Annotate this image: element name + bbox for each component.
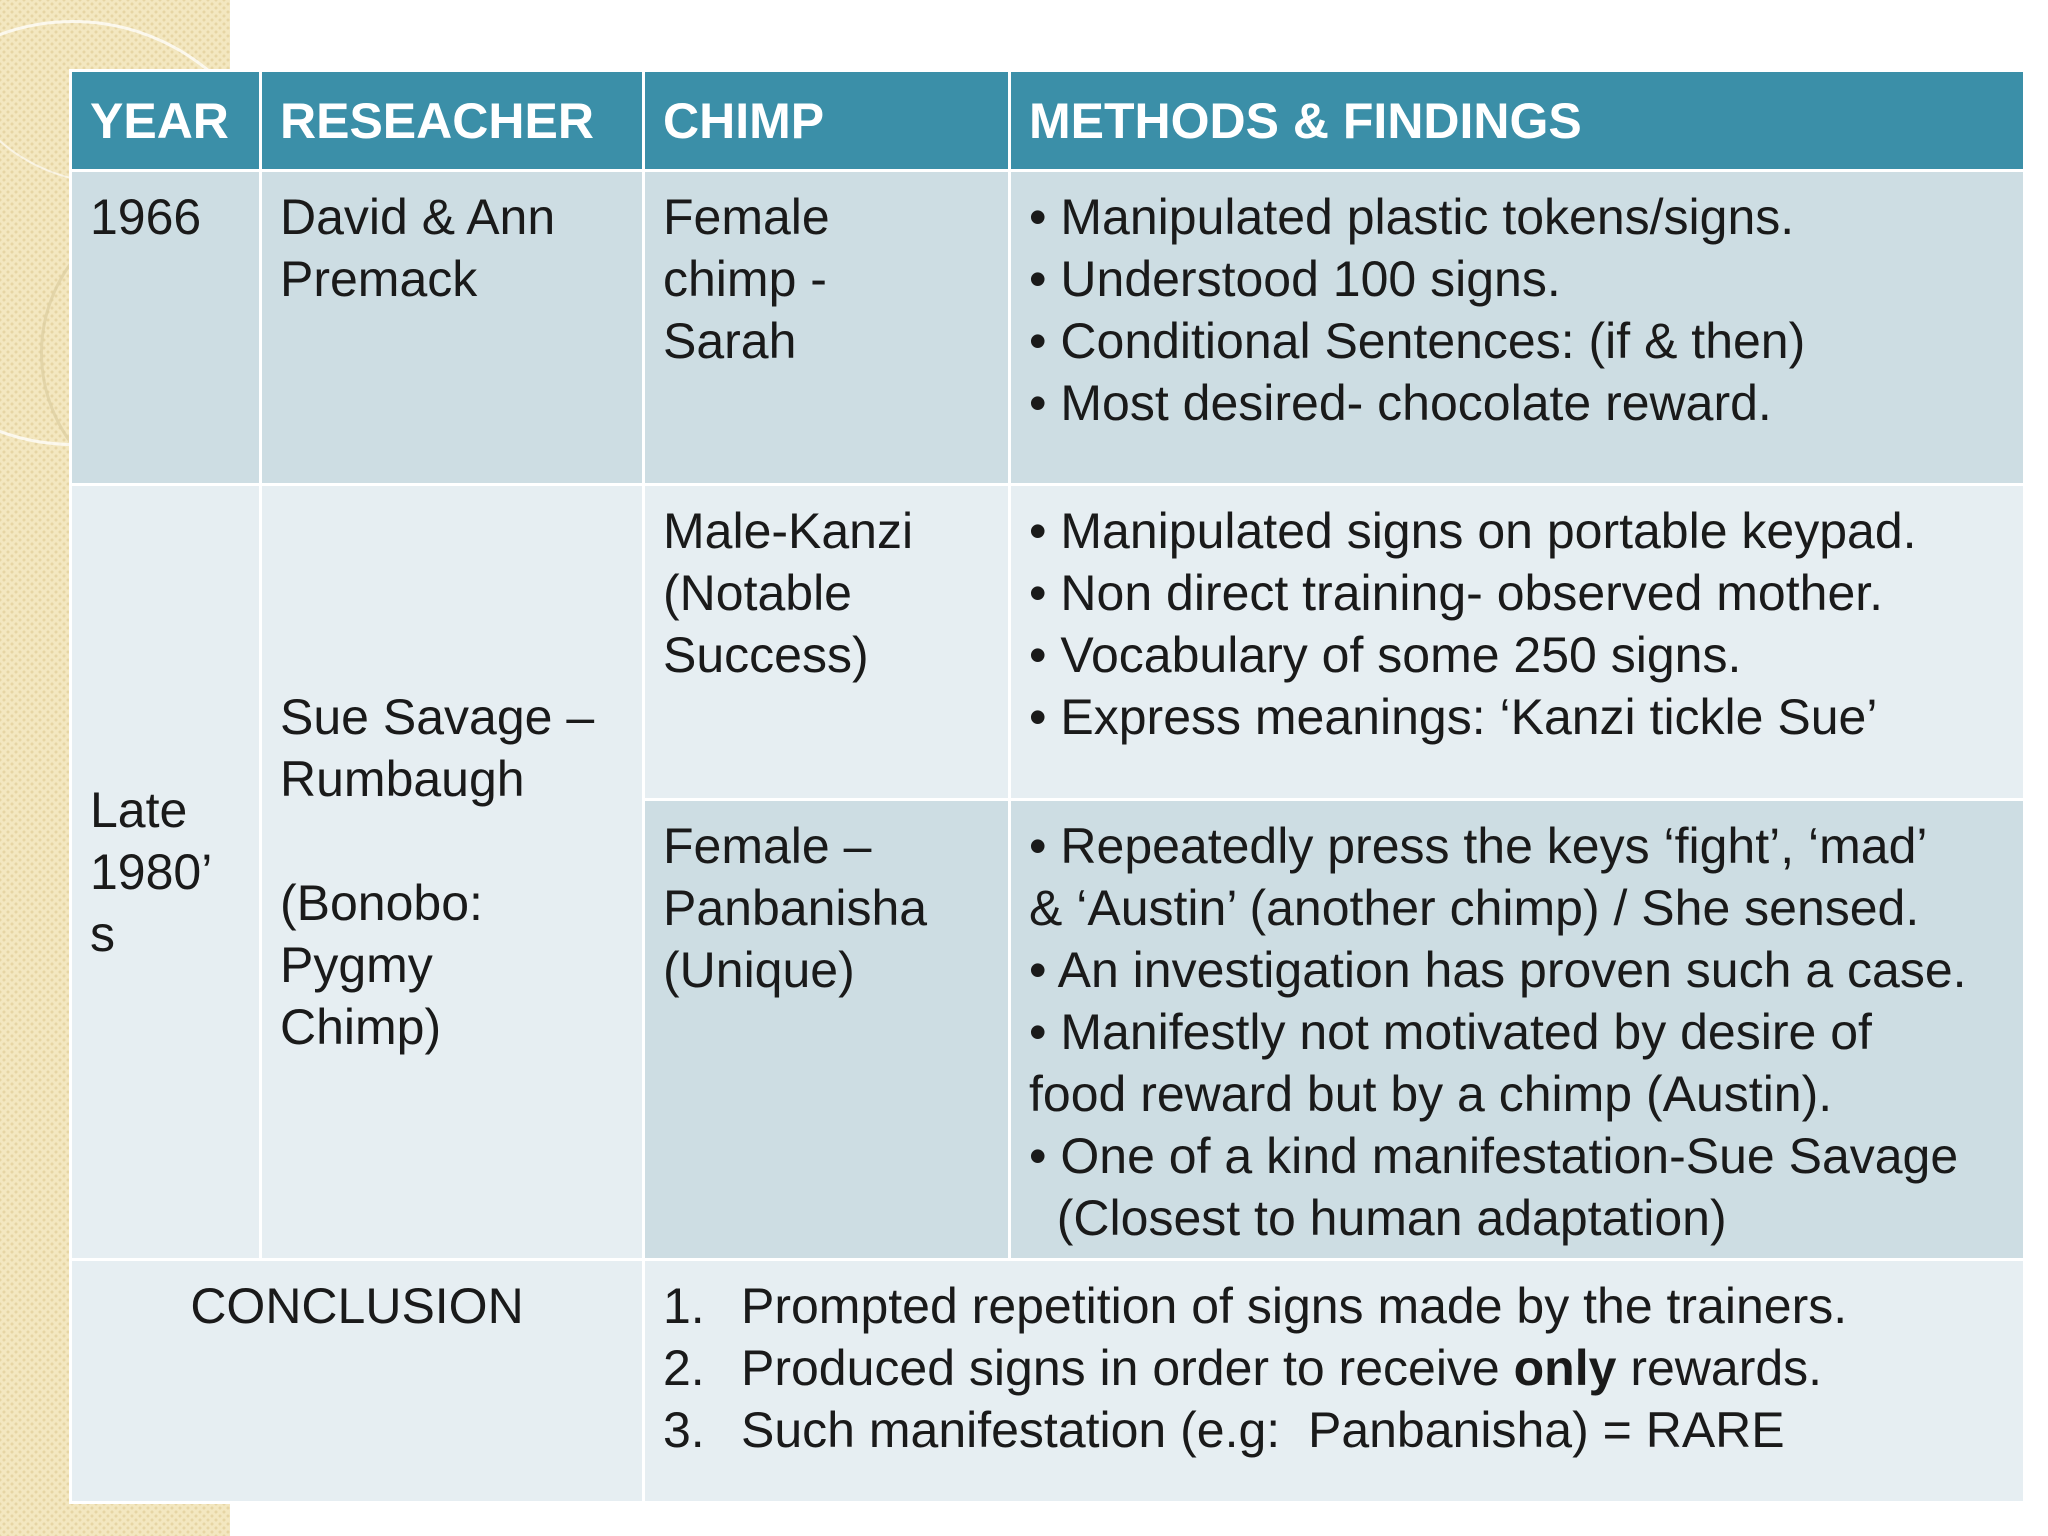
finding-item: • An investigation has proven such a case. — [1029, 942, 1967, 998]
conclusion-label: CONCLUSION — [190, 1278, 524, 1334]
finding-item: (Closest to human adaptation) — [1029, 1190, 1727, 1246]
chimp-line: Female — [663, 189, 830, 245]
header-researcher: RESEACHER — [261, 71, 644, 171]
findings-list — [1029, 815, 2005, 1249]
conclusion-text-pre: Produced signs in order to receive — [741, 1340, 1514, 1396]
year-line: 1980’ — [90, 844, 213, 900]
table-row-kanzi — [71, 485, 2025, 800]
table-row-conclusion — [71, 1260, 2025, 1503]
finding-item: • Manipulated plastic tokens/signs. — [1029, 189, 1795, 245]
chimp-cell — [644, 171, 1010, 485]
conclusion-label-cell — [71, 1260, 644, 1503]
conclusion-text — [741, 1337, 1822, 1399]
year-line: Late — [90, 782, 188, 838]
chimp-line: (Unique) — [663, 942, 855, 998]
chimp-line: chimp - — [663, 251, 827, 307]
conclusion-number: 1. — [663, 1278, 705, 1334]
finding-item: • Express meanings: ‘Kanzi tickle Sue’ — [1029, 689, 1878, 745]
researcher-line: Pygmy — [280, 937, 433, 993]
year-line: s — [90, 906, 115, 962]
findings-list — [1029, 500, 2005, 748]
findings-cell — [1010, 800, 2025, 1260]
conclusion-list — [663, 1261, 2005, 1461]
chimp-line: (Notable — [663, 565, 852, 621]
chimp-line: Male-Kanzi — [663, 503, 914, 559]
year-cell — [71, 171, 261, 485]
conclusion-emphasis: only — [1513, 1340, 1617, 1396]
finding-item: • Manipulated signs on portable keypad. — [1029, 503, 1917, 559]
findings-cell — [1010, 485, 2025, 800]
header-methods-findings: METHODS & FINDINGS — [1010, 71, 2025, 171]
finding-item: • Repeatedly press the keys ‘fight’, ‘mad’ — [1029, 818, 1928, 874]
researcher-line: (Bonobo: — [280, 875, 483, 931]
year-cell — [71, 485, 261, 1260]
header-chimp: CHIMP — [644, 71, 1010, 171]
conclusion-item — [663, 1275, 2005, 1337]
findings-list — [1029, 186, 2005, 434]
chimp-cell — [644, 800, 1010, 1260]
chimp-line: Panbanisha — [663, 880, 928, 936]
year-text: 1966 — [90, 189, 202, 245]
finding-item: • Vocabulary of some 250 signs. — [1029, 627, 1742, 683]
researcher-text: David & Ann Premack — [280, 189, 556, 307]
finding-item: • Most desired- chocolate reward. — [1029, 375, 1772, 431]
finding-item: • One of a kind manifestation-Sue Savage — [1029, 1128, 1959, 1184]
research-table — [69, 69, 2026, 1504]
finding-item: • Conditional Sentences: (if & then) — [1029, 313, 1806, 369]
chimp-line: Female – — [663, 818, 872, 874]
conclusion-text: Prompted repetition of signs made by the trainers. — [741, 1278, 1848, 1334]
conclusion-item — [663, 1337, 2005, 1399]
conclusion-item — [663, 1399, 2005, 1461]
conclusion-number: 2. — [663, 1340, 705, 1396]
researcher-cell — [261, 485, 644, 1260]
conclusion-number: 3. — [663, 1402, 705, 1458]
chimp-line: Sarah — [663, 313, 797, 369]
chimp-cell — [644, 485, 1010, 800]
finding-item: & ‘Austin’ (another chimp) / She sensed. — [1029, 880, 1920, 936]
conclusion-text-post: rewards. — [1616, 1340, 1823, 1396]
researcher-line: Chimp) — [280, 999, 442, 1055]
researcher-cell — [261, 171, 644, 485]
researcher-line: Rumbaugh — [280, 751, 525, 807]
finding-item: • Non direct training- observed mother. — [1029, 565, 1884, 621]
conclusion-text: Such manifestation (e.g: Panbanisha) = RARE — [741, 1402, 1785, 1458]
researcher-line: Sue Savage – — [280, 689, 595, 745]
finding-item: • Manifestly not motivated by desire of — [1029, 1004, 1872, 1060]
finding-item: • Understood 100 signs. — [1029, 251, 1561, 307]
header-year: YEAR — [71, 71, 261, 171]
spacer — [280, 810, 624, 872]
finding-item: food reward but by a chimp (Austin). — [1029, 1066, 1833, 1122]
table-row-premack — [71, 171, 2025, 485]
chimp-line: Success) — [663, 627, 869, 683]
findings-cell — [1010, 171, 2025, 485]
conclusion-content-cell — [644, 1260, 2025, 1503]
header-row — [71, 71, 2025, 171]
